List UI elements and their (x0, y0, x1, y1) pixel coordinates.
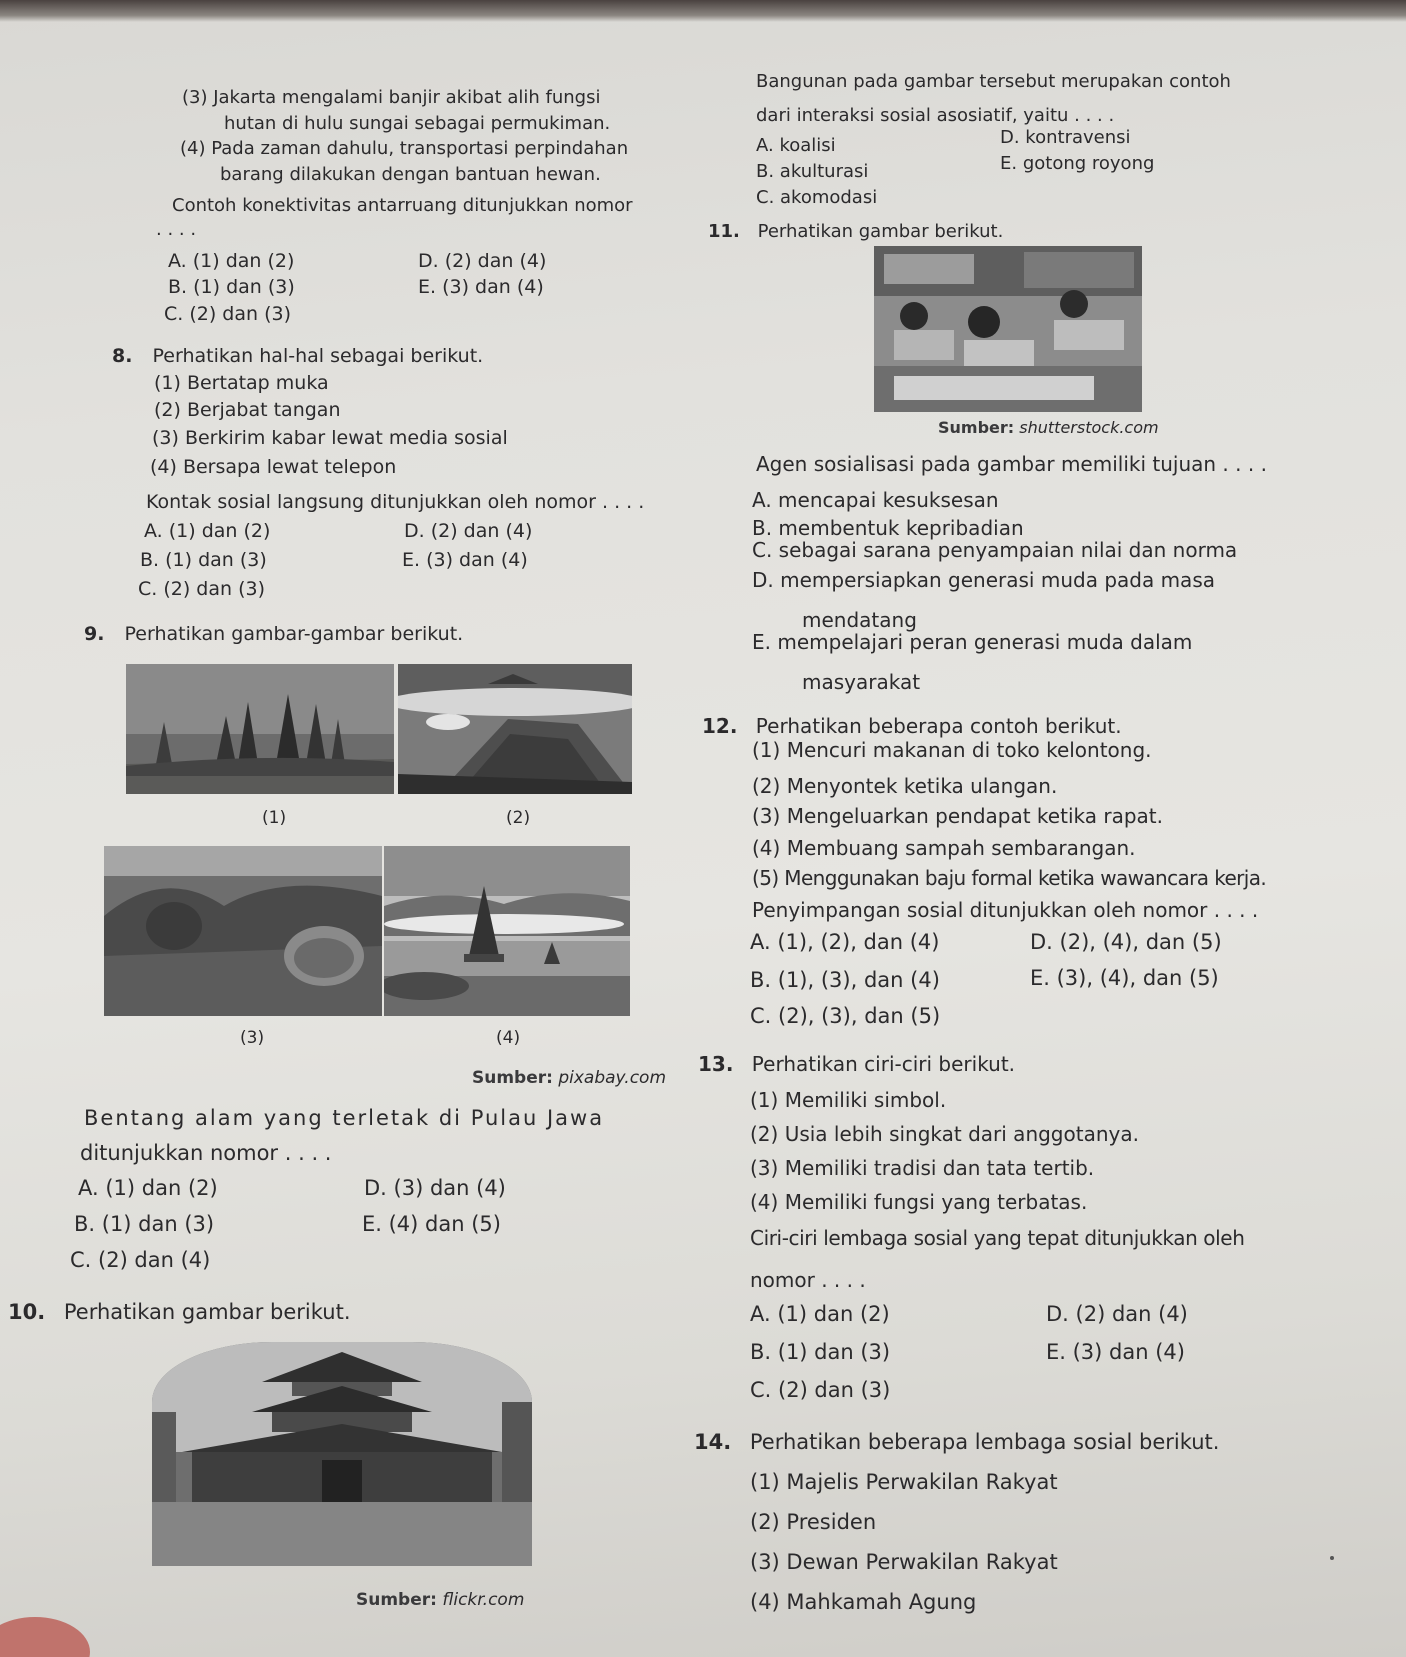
q9-option-e[interactable]: E. (4) dan (5) (362, 1212, 501, 1236)
q10-option-d[interactable]: D. kontravensi (1000, 127, 1131, 148)
q11-source (938, 418, 1159, 437)
q13 (698, 1052, 1015, 1076)
q11-option-e-line2[interactable]: masyarakat (802, 670, 921, 694)
q12-item-2: (2) Menyontek ketika ulangan. (752, 774, 1058, 798)
q13-option-e[interactable]: E. (3) dan (4) (1046, 1340, 1185, 1364)
q7-item3-line1: (3) Jakarta mengalami banjir akibat alih fungsi (182, 87, 601, 108)
q10-stem: Perhatikan gambar berikut. (63, 1300, 351, 1324)
q8-question: Kontak sosial langsung ditunjukkan oleh nomor . . . . (146, 491, 645, 513)
q11-stem: Perhatikan gambar berikut. (757, 221, 1004, 242)
q10-option-a[interactable]: A. koalisi (756, 135, 836, 156)
q8-option-d[interactable]: D. (2) dan (4) (404, 520, 533, 542)
q9-option-d[interactable]: D. (3) dan (4) (364, 1176, 506, 1200)
q11-question: Agen sosialisasi pada gambar memiliki tujuan . . . . (756, 452, 1267, 476)
q14 (694, 1430, 1219, 1454)
q9-option-c[interactable]: C. (2) dan (4) (70, 1248, 211, 1272)
q14-stem: Perhatikan beberapa lembaga sosial berikut. (749, 1430, 1220, 1454)
q10-option-c[interactable]: C. akomodasi (756, 187, 878, 208)
q11-source-label: Sumber: (938, 418, 1015, 437)
q10-source-label: Sumber: (356, 1590, 437, 1610)
photo-classroom (874, 246, 1142, 412)
q14-item-1: (1) Majelis Perwakilan Rakyat (750, 1470, 1058, 1494)
photo-1-caption: (1) (262, 808, 287, 828)
q12-option-b[interactable]: B. (1), (3), dan (4) (750, 968, 940, 992)
q9-question-line2: ditunjukkan nomor . . . . (80, 1141, 332, 1165)
q7-option-b[interactable]: B. (1) dan (3) (168, 276, 295, 298)
q11 (708, 220, 1003, 244)
q10-question-line2: dari interaksi sosial asosiatif, yaitu . . . . (756, 105, 1115, 126)
photo-mosque (152, 1342, 532, 1566)
q10-option-b[interactable]: B. akulturasi (756, 161, 869, 182)
q9-question-line1: Bentang alam yang terletak di Pulau Jawa (84, 1106, 605, 1130)
photo-2-caption: (2) (506, 808, 531, 828)
q14-item-3: (3) Dewan Perwakilan Rakyat (750, 1550, 1058, 1574)
q12 (702, 714, 1122, 738)
q7-question-line2: . . . . (156, 219, 197, 240)
q10-number: 10. (8, 1300, 46, 1324)
photo-2-volcano (398, 664, 632, 794)
q9-option-a[interactable]: A. (1) dan (2) (78, 1176, 218, 1200)
q13-item-3: (3) Memiliki tradisi dan tata tertib. (750, 1156, 1095, 1180)
photo-4-caption: (4) (496, 1028, 521, 1048)
q10-source-value: flickr.com (442, 1590, 525, 1610)
finger-thumb (0, 1617, 90, 1657)
q7-item3-line2: hutan di hulu sungai sebagai permukiman. (224, 113, 611, 134)
q13-item-4: (4) Memiliki fungsi yang terbatas. (750, 1190, 1088, 1214)
photo-3-rocks (104, 846, 382, 1016)
q9-option-b[interactable]: B. (1) dan (3) (74, 1212, 215, 1236)
q7-item4-line1: (4) Pada zaman dahulu, transportasi perpindahan (180, 138, 629, 159)
q11-option-d-line1[interactable]: D. mempersiapkan generasi muda pada masa (752, 568, 1215, 592)
q11-option-b[interactable]: B. membentuk kepribadian (752, 516, 1024, 540)
q11-option-a[interactable]: A. mencapai kesuksesan (752, 488, 999, 512)
q12-number: 12. (702, 714, 738, 738)
q8-item-1: (1) Bertatap muka (154, 372, 329, 394)
q13-option-a[interactable]: A. (1) dan (2) (750, 1302, 890, 1326)
q8-number: 8. (112, 345, 133, 367)
q8-item-3: (3) Berkirim kabar lewat media sosial (152, 427, 508, 449)
q7-option-e[interactable]: E. (3) dan (4) (418, 276, 544, 298)
q9 (84, 622, 463, 646)
q13-stem: Perhatikan ciri-ciri berikut. (751, 1052, 1016, 1076)
q7-option-a[interactable]: A. (1) dan (2) (168, 250, 295, 272)
q9-stem: Perhatikan gambar-gambar berikut. (124, 623, 464, 645)
q9-number: 9. (84, 623, 105, 645)
q12-item-4: (4) Membuang sampah sembarangan. (752, 836, 1136, 860)
q9-source (472, 1068, 666, 1088)
q11-source-value: shutterstock.com (1019, 418, 1159, 437)
q7-item4-line2: barang dilakukan dengan bantuan hewan. (220, 164, 601, 185)
q10-option-e[interactable]: E. gotong royong (1000, 153, 1155, 174)
q12-question: Penyimpangan sosial ditunjukkan oleh nomor . . . . (752, 898, 1259, 922)
q14-number: 14. (694, 1430, 732, 1454)
q12-stem: Perhatikan beberapa contoh berikut. (755, 714, 1122, 738)
q8-option-e[interactable]: E. (3) dan (4) (402, 549, 528, 571)
q8-option-b[interactable]: B. (1) dan (3) (140, 549, 267, 571)
q7-option-c[interactable]: C. (2) dan (3) (164, 303, 291, 325)
q11-option-c[interactable]: C. sebagai sarana penyampaian nilai dan norma (752, 538, 1238, 562)
q10-source (356, 1590, 524, 1610)
q7-question-line1: Contoh konektivitas antarruang ditunjukkan nomor (172, 195, 633, 216)
q12-item-5: (5) Menggunakan baju formal ketika wawancara kerja. (752, 866, 1267, 890)
q13-item-2: (2) Usia lebih singkat dari anggotanya. (750, 1122, 1139, 1146)
q13-item-1: (1) Memiliki simbol. (750, 1088, 947, 1112)
photo-4-lake-temple (384, 846, 630, 1016)
q13-option-d[interactable]: D. (2) dan (4) (1046, 1302, 1188, 1326)
q8 (112, 344, 483, 368)
q7-option-d[interactable]: D. (2) dan (4) (418, 250, 547, 272)
q12-option-d[interactable]: D. (2), (4), dan (5) (1030, 930, 1222, 954)
q14-item-2: (2) Presiden (750, 1510, 877, 1534)
page-top-shadow (0, 0, 1406, 22)
q12-item-3: (3) Mengeluarkan pendapat ketika rapat. (752, 804, 1163, 828)
q13-option-c[interactable]: C. (2) dan (3) (750, 1378, 891, 1402)
q9-source-value: pixabay.com (558, 1068, 667, 1088)
q9-source-label: Sumber: (472, 1068, 553, 1088)
q8-stem: Perhatikan hal-hal sebagai berikut. (152, 345, 484, 367)
q8-option-c[interactable]: C. (2) dan (3) (138, 578, 265, 600)
q8-item-2: (2) Berjabat tangan (154, 399, 341, 421)
q11-option-d-line2[interactable]: mendatang (802, 608, 917, 632)
q13-question-line1: Ciri-ciri lembaga sosial yang tepat ditunjukkan oleh (750, 1226, 1245, 1250)
q10 (8, 1300, 351, 1324)
q12-option-c[interactable]: C. (2), (3), dan (5) (750, 1004, 941, 1028)
q12-option-e[interactable]: E. (3), (4), dan (5) (1030, 966, 1219, 990)
q12-option-a[interactable]: A. (1), (2), dan (4) (750, 930, 940, 954)
q12-item-1: (1) Mencuri makanan di toko kelontong. (752, 738, 1152, 762)
q8-item-4: (4) Bersapa lewat telepon (150, 456, 397, 478)
q10-question-line1: Bangunan pada gambar tersebut merupakan contoh (756, 71, 1231, 92)
q8-option-a[interactable]: A. (1) dan (2) (144, 520, 271, 542)
q11-number: 11. (708, 221, 740, 242)
photo-3-caption: (3) (240, 1028, 265, 1048)
ink-speck (1330, 1556, 1334, 1560)
q13-question-line2: nomor . . . . (750, 1268, 866, 1292)
q14-item-4: (4) Mahkamah Agung (750, 1590, 977, 1614)
photo-1-temple (126, 664, 394, 794)
q13-option-b[interactable]: B. (1) dan (3) (750, 1340, 891, 1364)
q13-number: 13. (698, 1052, 734, 1076)
q11-option-e-line1[interactable]: E. mempelajari peran generasi muda dalam (752, 630, 1193, 654)
